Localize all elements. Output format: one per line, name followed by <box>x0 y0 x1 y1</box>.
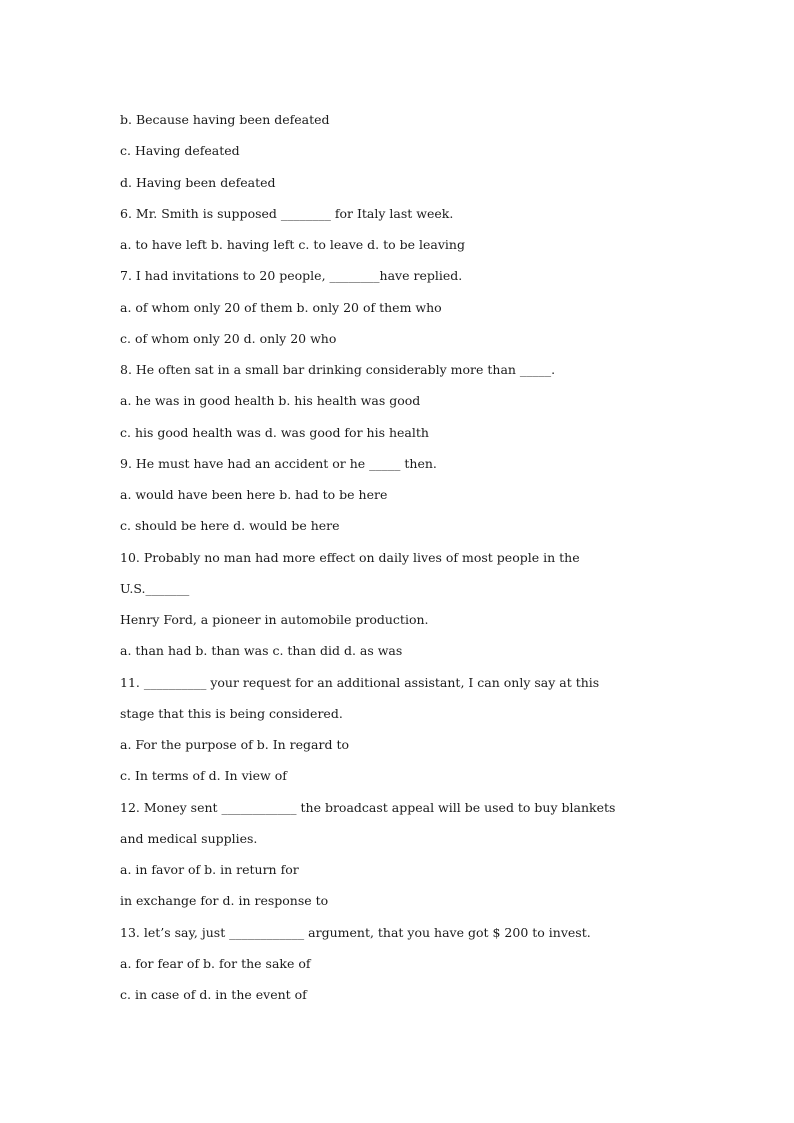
question-line: 13. let’s say, just ____________ argument, that you have got $ 200 to invest. <box>120 924 591 940</box>
question-line: 10. Probably no man had more effect on daily lives of most people in the <box>120 549 580 565</box>
option-line: a. he was in good health b. his health was good <box>120 393 421 409</box>
option-line: c. Having defeated <box>120 143 240 159</box>
question-line: stage that this is being considered. <box>120 705 343 721</box>
option-line: a. than had b. than was c. than did d. as was <box>120 643 403 659</box>
option-line: a. to have left b. having left c. to leave d. to be leaving <box>120 237 465 252</box>
question-line: and medical supplies. <box>120 830 258 846</box>
option-line: a. of whom only 20 of them b. only 20 of them who <box>120 299 442 315</box>
option-line: c. In terms of d. In view of <box>120 768 287 784</box>
question-line: U.S._______ <box>120 580 190 596</box>
document-body <box>120 104 720 1010</box>
question-line: 7. I had invitations to 20 people, ________have replied. <box>120 268 463 284</box>
option-line: a. would have been here b. had to be here <box>120 487 388 502</box>
question-line: 6. Mr. Smith is supposed ________ for Italy last week. <box>120 205 454 221</box>
question-line: 11. __________ your request for an additional assistant, I can only say at this <box>120 674 600 690</box>
option-line: c. in case of d. in the event of <box>120 987 307 1002</box>
option-line: in exchange for d. in response to <box>120 893 329 909</box>
option-line: a. for fear of b. for the sake of <box>120 955 311 971</box>
option-line: d. Having been defeated <box>120 174 276 190</box>
question-line: 12. Money sent ____________ the broadcast appeal will be used to buy blankets <box>120 799 616 815</box>
option-line: b. Because having been defeated <box>120 112 330 127</box>
question-line: Henry Ford, a pioneer in automobile production. <box>120 612 429 627</box>
question-line: 9. He must have had an accident or he _____ then. <box>120 455 437 471</box>
question-line: 8. He often sat in a small bar drinking considerably more than _____. <box>120 362 556 377</box>
option-line: c. should be here d. would be here <box>120 518 340 534</box>
option-line: a. For the purpose of b. In regard to <box>120 737 350 752</box>
option-line: c. of whom only 20 d. only 20 who <box>120 330 337 346</box>
option-line: c. his good health was d. was good for his health <box>120 424 429 440</box>
option-line: a. in favor of b. in return for <box>120 862 299 877</box>
